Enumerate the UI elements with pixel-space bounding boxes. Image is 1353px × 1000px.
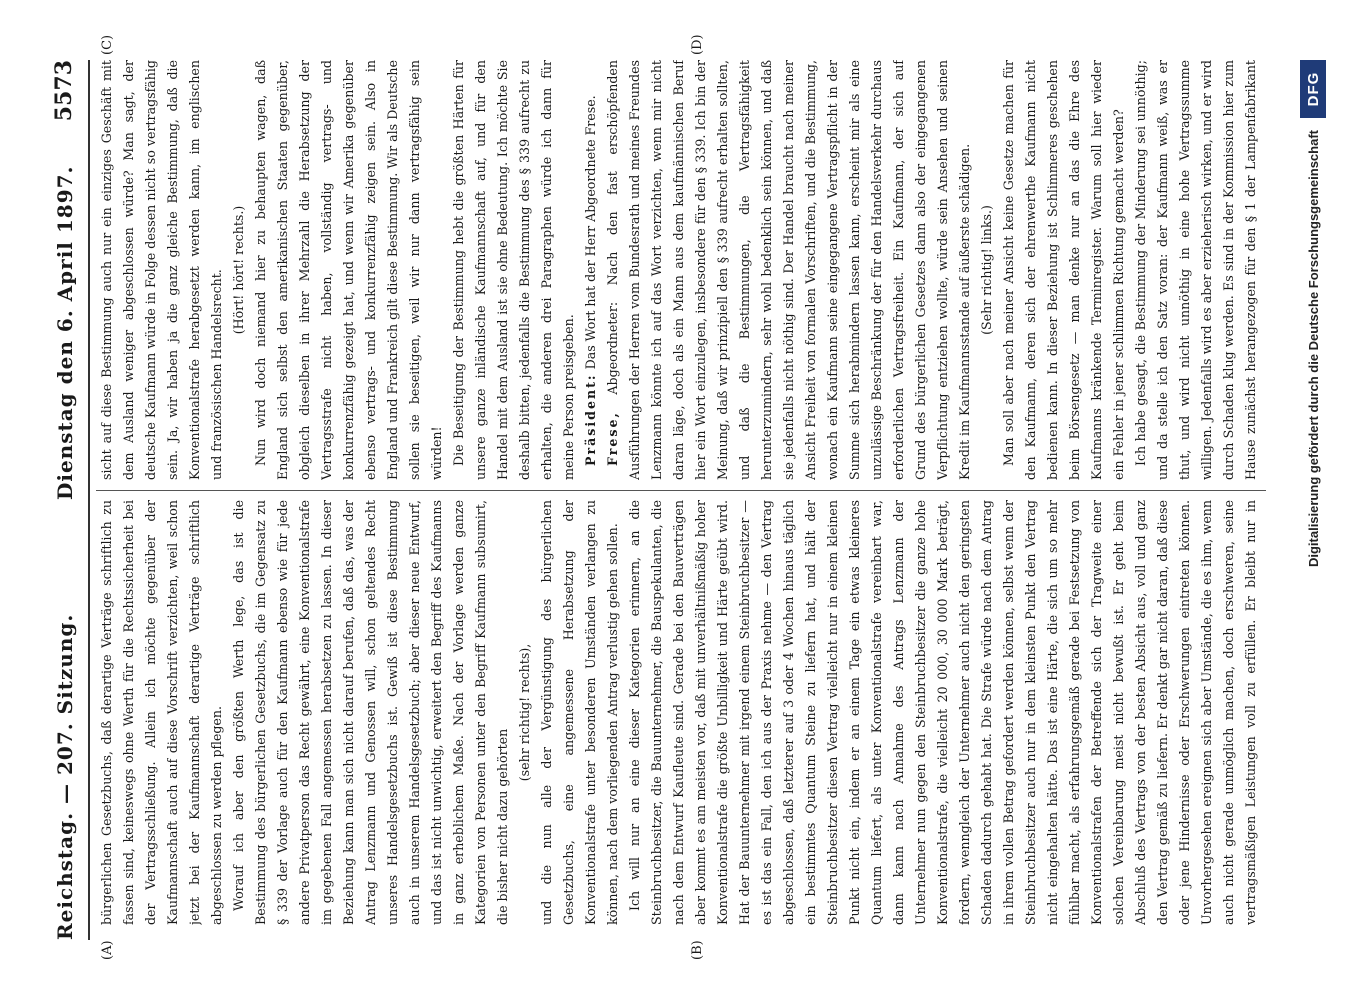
text-column-right (96, 60, 1266, 480)
paragraph: Worauf ich aber den größten Werth lege, das ist die Bestimmung des bürgerlichen Gesetzbuchs, die im Gegensatz zu § 339 der Vorlage auch für den Kaufmann ebenso wie für jede andere Privatperson das Recht gewährt, eine Konventionalstrafe im gegebenen Fall angemessen herabsetzen zu lassen. In dieser Beziehung kann man sich nicht darauf berufen, daß das, was der Antrag Lenzmann und Genossen will, schon geltendes Recht unseres Handelsgesetzbuchs ist. Gewiß ist diese Bestimmung auch in unserem Handelsgesetzbuch; aber dieser neue Entwurf, und das ist nicht unwichtig, erweitert den Begriff des Kaufmanns in ganz erheblichem Maße. Nach der Vorlage werden ganze Kategorien von Personen unter den Begriff Kaufmann subsumirt, die bisher nicht dazu gehörten (231, 500, 510, 925)
paragraph: Nun wird doch niemand hier zu behaupten wagen, daß England sich selbst den amerikanischen Staaten gegenüber, obgleich dieselben in ihrer Mehrzahl die Herabsetzung der Vertragsstrafe nicht haben, vollständig vertrags- und konkurrenzfähig gezeigt hat, und wenn wir Amerika gegenüber ebenso vertrags- und konkurrenzfähig zeigen sein. Also in England und Frankreich gilt diese Bestimmung. Wir als Deutsche sollen sie beseitigen, weil wir nur dann vertragsfähig sein würden! (253, 60, 444, 480)
speech-text: Abgeordneter: Nach den fast erschöpfenden Ausführungen der Herren vom Bundesrath und meines Freundes Lenzmann könnte ich auf das Wort verzichten, wenn mir nicht daran läge, doch als ein Mann aus dem kaufmännischen Beruf hier ein Wort einzulegen, insbesondere für den § 339. Ich bin der Meinung, daß wir prinzipiell den § 339 aufrecht erhalten sollten, und daß die Bestimmungen, die Vertragsfähigkeit herunterzumindern, sehr wohl bedenklich sein können, und daß sie jedenfalls nicht nöthig sind. Der Handel braucht nach meiner Ansicht Freiheit von formalen Vorschriften, und die Bestimmung, wonach ein Kaufmann seine eingegangene Vertragspflicht in der Summe sich herabmindern lassen kann, erscheint mir als eine unzulässige Beschränkung der für den Handelsverkehr durchaus erforderlichen Vertragsfreiheit. Ein Kaufmann, der sich auf Grund des bürgerlichen Gesetzes dann also der eingegangenen Verpflichtung entziehen wollte, würde sein Ansehen und seinen Kredit im Kaufmannsstande auf äußerste schädigen. (605, 60, 972, 480)
column-divider (96, 490, 1266, 491)
paragraph: und die nun alle der Vergünstigung des bürgerlichen Gesetzbuchs, eine angemessene Herabsetzung der Konventionalstrafe unter besonderen Umständen verlangen zu können, nach dem vorliegenden Antrag verlustig gehen sollen. (539, 500, 620, 925)
speaker-paragraph (580, 60, 602, 480)
header-center-date: Dienstag den 6. April 1897. (53, 165, 77, 500)
page-header (45, 60, 85, 940)
header-rule (88, 60, 90, 940)
paragraph: Ich habe gesagt, die Bestimmung der Minderung sei unnöthig; und da stelle ich den Satz voran: der Kaufmann weiß, was er thut, und wird nicht unnöthig in eine hohe Vertragssumme willigen. Jedenfalls wird es aber erzieherisch wirken, und er wird durch Schaden klug werden. Es sind in der Kommission hier zum Hause zunächst herangezogen für den § 1 der Lampenfabrikant (1133, 60, 1258, 480)
interjection: (sehr richtig! rechts), (517, 643, 532, 782)
paragraph: Man soll aber nach meiner Ansicht keine Gesetze machen für den Kaufmann, deren sich der ehrenwerthe Kaufmann nicht bedienen kann. In dieser Beziehung ist Schlimmeres geschehen beim Börsengesetz — man denke nur an das die Ehre des Kaufmanns kränkende Terminregister. Warum soll hier wieder ein Fehler in jener schlimmen Richtung gemacht werden? (1001, 60, 1126, 480)
digitization-footer (1300, 60, 1340, 940)
paragraph: Die Beseitigung der Bestimmung hebt die größten Härten für unsere ganze inländische Kaufmannschaft auf, und für den Handel mit dem Ausland ist sie ohne Bedeutung. Ich möchte Sie deshalb bitten, jedenfalls die Bestimmung des § 339 aufrecht zu erhalten, die anderen drei Paragraphen würde ich dann für meine Person preisgeben. (451, 60, 576, 480)
paragraph: Ich will nur an eine dieser Kategorien erinnern, an die Steinbruchbesitzer, die Bauunternehmer, die Bauspekulanten, die nach dem Entwurf Kaufleute sind. Gerade bei den Bauverträgen aber kommt es am meisten vor, daß mit unverhältnißmäßig hoher Konventionalstrafe die größte Unbilligkeit und Härte geübt wird. Hat der Bauunternehmer mit irgend einem Steinbruchbesitzer — es ist das ein Fall, den ich aus der Praxis nehme — den Vertrag abgeschlossen, daß letzterer auf 3 oder 4 Wochen hinaus täglich ein bestimmtes Quantum Steine zu liefern hat, und hält der Steinbruchbesitzer diesen Vertrag vielleicht nur in einem kleinen Punkt nicht ein, indem er an einem Tage ein etwas kleineres Quantum liefert, als unter Konventionalstrafe vereinbart war, dann kann nach Annahme des Antrags Lenzmann der Unternehmer nun gegen den Steinbruchbesitzer die ganze hohe Konventionalstrafe, die vielleicht 20 000, 30 000 Mark beträgt, fordern, wenngleich der Unternehmer auch nicht den geringsten Schaden dadurch gehabt hat. Die Strafe würde nach dem Antrag in ihrem vollen Betrag gefordert werden können, selbst wenn der Steinbruchbesitzer auch nur in dem kleinsten Punkt den Vertrag nicht eingehalten hätte. Das ist eine Härte, die sich um so mehr fühlbar macht, als erfahrungsgemäß gerade bei Festsetzung von Konventionalstrafen der Betreffende sich der Tragweite einer solchen Vereinbarung meist nicht bewußt ist. Er geht beim Abschluß des Vertrags von der besten Absicht aus, voll und ganz den Vertrag gemäß zu liefern. Er denkt gar nicht daran, daß diese oder jene Hindernisse oder Erschwerungen eintreten können. Unvorhergesehen ereignen sich aber Umstände, die es ihm, wenn auch nicht gerade unmöglich machen, doch erschweren, seine vertragsmäßigen Leistungen voll zu erfüllen. Er bleibt nur in (627, 500, 1258, 925)
paragraph: bürgerlichen Gesetzbuchs, daß derartige Verträge schriftlich zu fassen sind, keineswegs ohne Werth für die Rechtssicherheit bei der Vertragsschließung. Allein ich möchte gegenüber der Kaufmannschaft auch auf diese Vorschrift verzichten, weil schon jetzt bei der Kaufmannschaft derartige Verträge schriftlich abgeschlossen zu werden pflegen. (99, 500, 224, 925)
speaker-label: Frese, (605, 411, 620, 466)
speaker-paragraph (602, 60, 976, 480)
speech-text: Das Wort hat der Herr Abgeordnete Frese. (583, 95, 598, 370)
margin-marker-c: (C) (100, 34, 115, 55)
page-number: 5573 (51, 60, 77, 122)
digitization-note: Digitalisierung gefördert durch die Deutsche Forschungsgemeinschaft (1306, 130, 1321, 568)
text-column-left (96, 500, 1266, 925)
header-left: Reichstag. — 207. Sitzung. (53, 613, 77, 940)
margin-marker-d: (D) (690, 34, 705, 55)
margin-marker-a: (A) (100, 940, 115, 960)
paragraph: sicht auf diese Bestimmung auch nur ein einziges Geschäft mit dem Ausland weniger abgeschlossen würde? Man sagt, der deutsche Kaufmann würde in Folge dessen nicht so vertragsfähig sein. Ja, wir haben ja die ganz gleiche Bestimmung, daß die Konventionalstrafe herabgesetzt werden kann, im englischen und französischen Handelsrecht. (99, 60, 224, 480)
interjection: (Hört! hört! rechts.) (231, 205, 246, 335)
speaker-label: Präsident: (583, 373, 598, 466)
dfg-logo: DFG (1300, 60, 1326, 118)
interjection: (Sehr richtig! links.) (979, 205, 994, 335)
margin-marker-b: (B) (690, 940, 705, 960)
